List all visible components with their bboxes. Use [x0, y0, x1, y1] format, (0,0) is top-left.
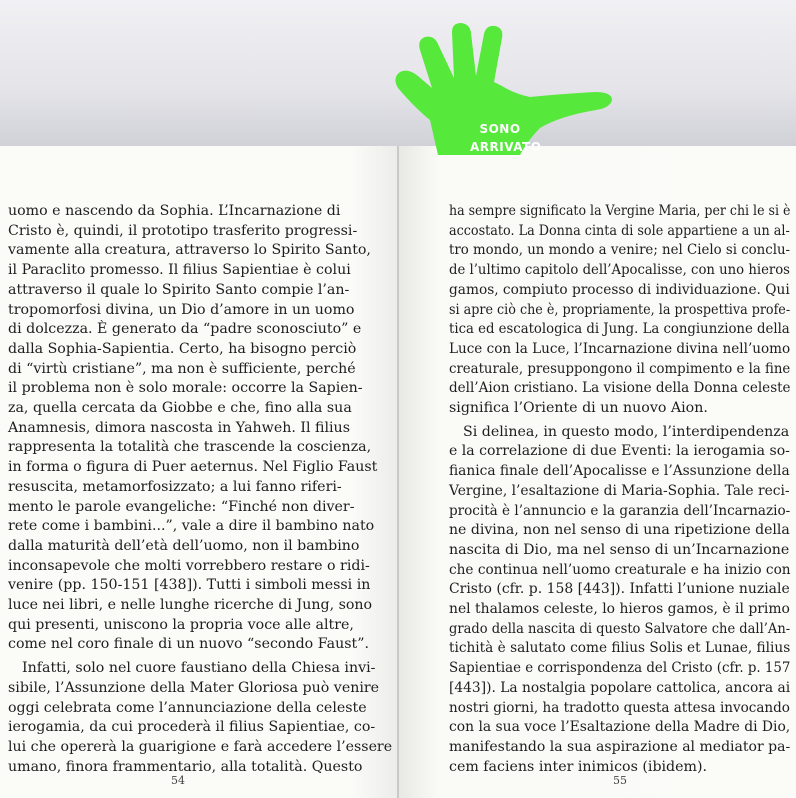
text-line: nascita di Dio, ma nel senso di un’Incarnazione [449, 541, 790, 558]
text-line: oggi celebrata come l’annunciazione della celeste [8, 699, 367, 716]
text-line: rete come i bambini...”, vale a dire il bambino nato [8, 518, 375, 535]
text-line: Vergine, l’esaltazione di Maria-Sophia. Tale reci- [449, 482, 790, 499]
text-line: de l’ultimo capitolo dell’Apocalisse, con uno hieros [449, 262, 790, 279]
text-line: Anamnesis, dimora nascosta in Yahweh. Il filius [8, 419, 350, 436]
text-line: di dolcezza. È generato da “padre sconosciuto” e [8, 321, 362, 338]
text-line: tichità è salutato come filius Solis et Lunae, filius [449, 640, 791, 657]
bookmark-label [470, 120, 542, 156]
text-line: Sapientiae e corrispondenza del Cristo (cfr. p. 157 [449, 660, 791, 677]
text-line: che continua nell’uomo creaturale e ha inizio con [449, 561, 791, 578]
text-line: resuscita, metamorfosizzato; a lui fanno riferi- [8, 478, 342, 495]
right-page [399, 146, 796, 798]
right-page-number: 55 [613, 774, 627, 787]
text-line: uomo e nascendo da Sophia. L’Incarnazione di [8, 203, 341, 219]
left-page [0, 146, 398, 798]
text-line: ierogamia, da cui procederà il filius Sapientiae, co- [8, 719, 376, 736]
text-line: grado della nascita di questo Salvatore che dall’An- [449, 620, 791, 637]
text-line: e la correlazione di due Eventi: la ierogamia so- [449, 443, 790, 460]
text-line: attraverso il quale lo Spirito Santo compie l’an- [8, 281, 350, 298]
text-line: Luce con la Luce, l’Incarnazione divina nell’uomo [449, 340, 791, 357]
text-line: ne divina, non nel senso di una ripetizione della [449, 522, 790, 539]
text-line: inconsapevole che molti vorrebbero restare o ridi- [8, 557, 370, 574]
text-line: [443]). La nostalgia popolare cattolica, ancora ai [449, 679, 791, 696]
text-line: Infatti, solo nel cuore faustiano della Chiesa invi- [22, 660, 376, 677]
text-line: Cristo è, quindi, il prototipo trasferito progressi- [8, 222, 358, 239]
text-line: mento le parole evangeliche: “Finché non diver- [8, 498, 355, 515]
text-line: rappresenta la totalità che trascende la coscienza, [8, 439, 372, 456]
bookmark-line-1: SONO [479, 122, 521, 136]
text-line: manifestando la sua aspirazione al mediator pa- [449, 738, 791, 755]
text-line: accostato. La Donna cinta di sole appartiene a un al- [449, 222, 790, 239]
text-line: significa l’Oriente di un nuovo Aion. [449, 400, 708, 416]
text-line: qui presenti, uniscono la propria voce alle altre, [8, 616, 354, 633]
text-line: il problema non è solo morale: occorre la Sapien- [8, 380, 363, 397]
text-line: creaturale, presuppongono il compimento e la fine [449, 360, 791, 377]
text-line: za, quella cercata da Giobbe e che, fino alla sua [8, 400, 352, 416]
text-line: di “virtù cristiane”, ma non è sufficiente, perché [8, 360, 356, 377]
text-line: Cristo (cfr. p. 158 [443]). Infatti l’unione nuziale [449, 581, 790, 598]
bookmark-line-2: ARRIVATO [470, 140, 542, 154]
text-line: vamente alla creatura, attraverso lo Spirito Santo, [8, 242, 371, 259]
text-line: come nel coro finale di un nuovo “secondo Faust”. [8, 636, 369, 653]
text-line: dalla maturità dell’età dell’uomo, non il bambino [8, 537, 360, 554]
text-line: con la sua voce l’Esaltazione della Madre di Dio, [449, 719, 791, 736]
text-line: luce nei libri, e nelle lunghe ricerche di Jung, sono [8, 597, 373, 613]
left-page-number: 54 [171, 774, 185, 787]
text-line: ha sempre significato la Vergine Maria, per chi le si è [449, 203, 791, 219]
text-line: procità è l’annuncio e la garanzia dell’Incarnazio- [449, 502, 791, 519]
text-line: tro mondo, un mondo a venire; nel Cielo si conclu- [449, 242, 791, 259]
text-line: lui che opererà la guarigione e farà accedere l’essere [8, 738, 393, 755]
text-line: Si delinea, in questo modo, l’interdipendenza [463, 423, 790, 440]
text-line: umano, finora frammentario, alla totalità. Questo [8, 758, 363, 775]
text-line: in forma o figura di Puer aeternus. Nel Figlio Faust [8, 459, 378, 476]
text-line: fianica finale dell’Apocalisse e l’Assunzione della [449, 463, 790, 480]
text-line: tica ed escatologica di Jung. La congiunzione della [449, 321, 790, 338]
text-line: venire (pp. 150-151 [438]). Tutti i simboli messi in [8, 577, 371, 594]
text-line: si apre ciò che è, propriamente, la prospettiva profe- [449, 301, 791, 318]
text-line: nel thalamos celeste, lo hieros gamos, è il primo [449, 601, 790, 617]
text-line: tropomorfosi divina, un Dio d’amore in un uomo [8, 301, 355, 318]
text-line: il Paraclito promesso. Il filius Sapientiae è colui [8, 262, 351, 279]
text-line: gamos, compiuto processo di individuazione. Qui [449, 281, 790, 298]
text-line: cem faciens inter inimicos (ibidem). [449, 758, 708, 775]
text-line: dalla Sophia-Sapientia. Certo, ha bisogno perciò [8, 340, 357, 357]
text-line: nostri giorni, ha tradotto questa attesa invocando [449, 699, 790, 716]
text-line: sibile, l’Assunzione della Mater Gloriosa può venire [8, 679, 380, 696]
text-line: dell’Aion cristiano. La visione della Donna celeste [449, 380, 791, 397]
